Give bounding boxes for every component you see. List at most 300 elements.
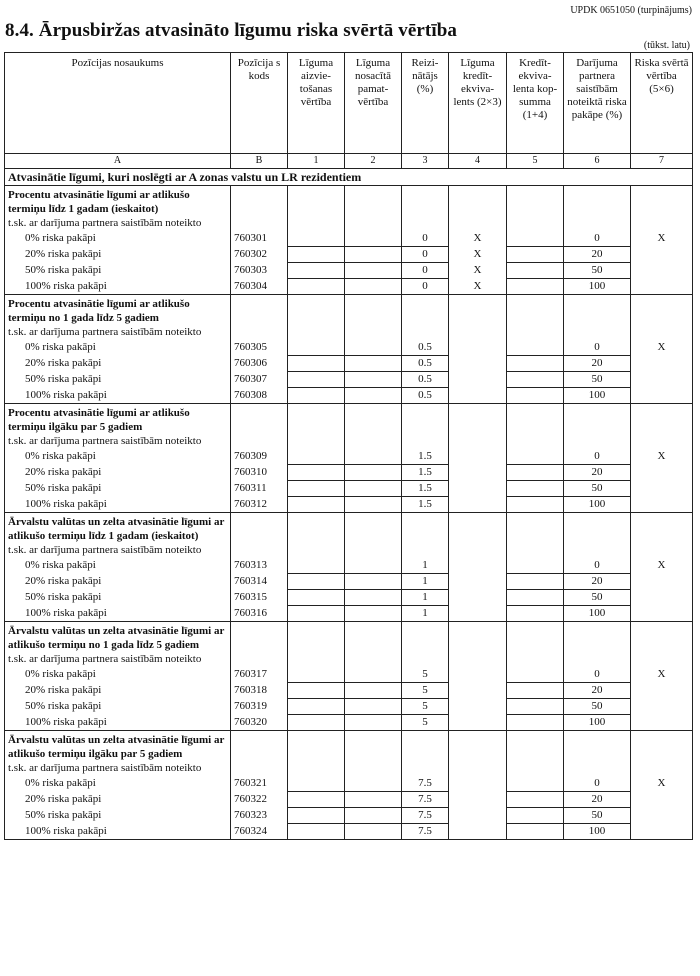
empty-cell xyxy=(449,543,507,558)
table-row xyxy=(5,699,693,715)
empty-cell xyxy=(231,216,288,231)
table-row xyxy=(5,590,693,606)
cell-risk-weighted-value xyxy=(631,497,693,513)
cell-multiplier: 0.5 xyxy=(402,356,449,372)
group-title-row xyxy=(5,513,693,544)
cell-credit-equivalent xyxy=(449,699,507,715)
empty-cell xyxy=(345,543,402,558)
cell-risk-weight: 50 xyxy=(564,699,631,715)
empty-cell xyxy=(231,325,288,340)
table-row xyxy=(5,263,693,279)
cell-credit-equivalent xyxy=(449,558,507,574)
cell-credit-equivalent xyxy=(449,372,507,388)
row-code: 760324 xyxy=(231,824,288,840)
table-row xyxy=(5,715,693,731)
cell-risk-weight: 50 xyxy=(564,590,631,606)
row-name: 20% riska pakāpi xyxy=(5,465,231,481)
empty-cell xyxy=(631,186,693,217)
group-title-row xyxy=(5,622,693,653)
cell-credit-equivalent: X xyxy=(449,263,507,279)
column-header: Līguma kredīt-ekviva-lents (2×3) xyxy=(449,53,507,154)
cell-multiplier: 0.5 xyxy=(402,340,449,356)
cell-multiplier: 1.5 xyxy=(402,465,449,481)
cell-risk-weighted-value xyxy=(631,481,693,497)
cell-credit-equivalent xyxy=(449,590,507,606)
cell-risk-weighted-value xyxy=(631,590,693,606)
cell-risk-weight: 20 xyxy=(564,465,631,481)
cell-credit-equivalent xyxy=(449,356,507,372)
sub-label: t.sk. ar darījuma partnera saistībām noteikto xyxy=(5,325,231,340)
empty-cell xyxy=(564,731,631,762)
empty-cell xyxy=(288,295,345,326)
cell-1 xyxy=(288,372,345,388)
table-row xyxy=(5,497,693,513)
cell-risk-weighted-value xyxy=(631,279,693,295)
cell-5 xyxy=(507,683,564,699)
cell-multiplier: 5 xyxy=(402,699,449,715)
column-header: Darījuma partnera saistībām noteiktā riska pakāpe (%) xyxy=(564,53,631,154)
row-code: 760319 xyxy=(231,699,288,715)
cell-5 xyxy=(507,247,564,263)
empty-cell xyxy=(631,295,693,326)
cell-1 xyxy=(288,247,345,263)
empty-cell xyxy=(231,622,288,653)
cell-1 xyxy=(288,279,345,295)
cell-2 xyxy=(345,683,402,699)
cell-credit-equivalent xyxy=(449,574,507,590)
cell-2 xyxy=(345,356,402,372)
table-row xyxy=(5,606,693,622)
cell-risk-weight: 20 xyxy=(564,356,631,372)
table-row xyxy=(5,340,693,356)
empty-cell xyxy=(631,513,693,544)
column-header: Kredīt-ekviva-lenta kop-summa (1+4) xyxy=(507,53,564,154)
cell-risk-weighted-value xyxy=(631,792,693,808)
column-header: Līguma aizvie-tošanas vērtība xyxy=(288,53,345,154)
cell-2 xyxy=(345,497,402,513)
empty-cell xyxy=(402,404,449,435)
cell-1 xyxy=(288,465,345,481)
cell-multiplier: 0.5 xyxy=(402,388,449,404)
cell-risk-weighted-value xyxy=(631,699,693,715)
cell-risk-weighted-value xyxy=(631,356,693,372)
empty-cell xyxy=(449,622,507,653)
empty-cell xyxy=(402,761,449,776)
cell-5 xyxy=(507,356,564,372)
empty-cell xyxy=(449,295,507,326)
empty-cell xyxy=(564,216,631,231)
empty-cell xyxy=(288,731,345,762)
cell-risk-weighted-value: X xyxy=(631,340,693,356)
row-code: 760301 xyxy=(231,231,288,247)
empty-cell xyxy=(507,761,564,776)
empty-cell xyxy=(449,513,507,544)
row-code: 760310 xyxy=(231,465,288,481)
empty-cell xyxy=(449,761,507,776)
empty-cell xyxy=(402,543,449,558)
empty-cell xyxy=(288,761,345,776)
empty-cell xyxy=(631,434,693,449)
cell-risk-weighted-value xyxy=(631,465,693,481)
cell-multiplier: 7.5 xyxy=(402,792,449,808)
column-number: 1 xyxy=(288,154,345,169)
empty-cell xyxy=(402,652,449,667)
cell-2 xyxy=(345,449,402,465)
cell-risk-weight: 100 xyxy=(564,824,631,840)
sub-label: t.sk. ar darījuma partnera saistībām noteikto xyxy=(5,761,231,776)
empty-cell xyxy=(449,434,507,449)
cell-2 xyxy=(345,372,402,388)
cell-credit-equivalent: X xyxy=(449,231,507,247)
empty-cell xyxy=(631,543,693,558)
cell-5 xyxy=(507,606,564,622)
cell-risk-weight: 20 xyxy=(564,574,631,590)
cell-multiplier: 5 xyxy=(402,715,449,731)
empty-cell xyxy=(345,216,402,231)
cell-5 xyxy=(507,279,564,295)
cell-1 xyxy=(288,388,345,404)
group-title-row xyxy=(5,404,693,435)
cell-credit-equivalent xyxy=(449,683,507,699)
cell-1 xyxy=(288,699,345,715)
cell-credit-equivalent xyxy=(449,606,507,622)
empty-cell xyxy=(564,186,631,217)
cell-5 xyxy=(507,715,564,731)
empty-cell xyxy=(345,404,402,435)
row-name: 20% riska pakāpi xyxy=(5,792,231,808)
cell-2 xyxy=(345,388,402,404)
empty-cell xyxy=(631,404,693,435)
empty-cell xyxy=(288,216,345,231)
empty-cell xyxy=(564,404,631,435)
cell-multiplier: 0.5 xyxy=(402,372,449,388)
cell-2 xyxy=(345,231,402,247)
cell-1 xyxy=(288,776,345,792)
cell-risk-weight: 50 xyxy=(564,481,631,497)
sub-label: t.sk. ar darījuma partnera saistībām noteikto xyxy=(5,652,231,667)
empty-cell xyxy=(631,761,693,776)
column-number: 3 xyxy=(402,154,449,169)
empty-cell xyxy=(231,404,288,435)
empty-cell xyxy=(288,325,345,340)
empty-cell xyxy=(231,731,288,762)
empty-cell xyxy=(231,295,288,326)
cell-multiplier: 1.5 xyxy=(402,481,449,497)
empty-cell xyxy=(507,434,564,449)
group-title-row xyxy=(5,186,693,217)
sub-label-row xyxy=(5,434,693,449)
cell-5 xyxy=(507,340,564,356)
table-row xyxy=(5,388,693,404)
cell-multiplier: 7.5 xyxy=(402,824,449,840)
cell-multiplier: 0 xyxy=(402,263,449,279)
row-name: 0% riska pakāpi xyxy=(5,558,231,574)
cell-credit-equivalent xyxy=(449,667,507,683)
group-title: Procentu atvasinātie līgumi ar atlikušo termiņu ilgāku par 5 gadiem xyxy=(5,404,231,435)
empty-cell xyxy=(631,652,693,667)
cell-1 xyxy=(288,449,345,465)
column-number: A xyxy=(5,154,231,169)
cell-risk-weight: 100 xyxy=(564,388,631,404)
row-code: 760323 xyxy=(231,808,288,824)
row-code: 760304 xyxy=(231,279,288,295)
cell-risk-weight: 100 xyxy=(564,279,631,295)
column-header: Pozīcijas nosaukums xyxy=(5,53,231,154)
cell-credit-equivalent xyxy=(449,776,507,792)
cell-credit-equivalent xyxy=(449,792,507,808)
empty-cell xyxy=(507,325,564,340)
sub-label: t.sk. ar darījuma partnera saistībām noteikto xyxy=(5,216,231,231)
column-number: 7 xyxy=(631,154,693,169)
empty-cell xyxy=(345,761,402,776)
cell-risk-weight: 0 xyxy=(564,667,631,683)
cell-5 xyxy=(507,481,564,497)
row-code: 760306 xyxy=(231,356,288,372)
empty-cell xyxy=(449,404,507,435)
empty-cell xyxy=(564,543,631,558)
cell-5 xyxy=(507,590,564,606)
cell-risk-weight: 20 xyxy=(564,683,631,699)
column-number: 4 xyxy=(449,154,507,169)
row-code: 760322 xyxy=(231,792,288,808)
row-name: 0% riska pakāpi xyxy=(5,231,231,247)
empty-cell xyxy=(231,652,288,667)
row-name: 0% riska pakāpi xyxy=(5,449,231,465)
cell-credit-equivalent xyxy=(449,465,507,481)
units-label: (tūkst. latu) xyxy=(643,40,690,51)
cell-2 xyxy=(345,808,402,824)
cell-2 xyxy=(345,247,402,263)
cell-2 xyxy=(345,699,402,715)
row-name: 50% riska pakāpi xyxy=(5,481,231,497)
cell-credit-equivalent xyxy=(449,340,507,356)
row-code: 760309 xyxy=(231,449,288,465)
cell-multiplier: 0 xyxy=(402,247,449,263)
row-name: 20% riska pakāpi xyxy=(5,683,231,699)
row-name: 0% riska pakāpi xyxy=(5,667,231,683)
table-row xyxy=(5,465,693,481)
cell-risk-weight: 100 xyxy=(564,497,631,513)
cell-2 xyxy=(345,590,402,606)
cell-1 xyxy=(288,683,345,699)
cell-multiplier: 0 xyxy=(402,231,449,247)
row-name: 100% riska pakāpi xyxy=(5,715,231,731)
empty-cell xyxy=(507,652,564,667)
empty-cell xyxy=(402,325,449,340)
cell-multiplier: 5 xyxy=(402,683,449,699)
cell-5 xyxy=(507,449,564,465)
cell-risk-weighted-value xyxy=(631,824,693,840)
row-code: 760312 xyxy=(231,497,288,513)
cell-risk-weight: 50 xyxy=(564,372,631,388)
table-row xyxy=(5,449,693,465)
empty-cell xyxy=(288,543,345,558)
form-code: UPDK 0651050 (turpinājums) xyxy=(570,5,692,16)
cell-1 xyxy=(288,497,345,513)
empty-cell xyxy=(631,325,693,340)
page-title: 8.4. Ārpusbiržas atvasināto līgumu riska svērtā vērtība xyxy=(5,20,457,41)
cell-risk-weight: 0 xyxy=(564,449,631,465)
cell-risk-weight: 0 xyxy=(564,231,631,247)
empty-cell xyxy=(231,761,288,776)
column-number-row xyxy=(5,154,693,169)
cell-5 xyxy=(507,824,564,840)
cell-5 xyxy=(507,699,564,715)
header-row xyxy=(5,53,693,154)
row-code: 760318 xyxy=(231,683,288,699)
cell-multiplier: 7.5 xyxy=(402,776,449,792)
cell-credit-equivalent xyxy=(449,388,507,404)
row-code: 760308 xyxy=(231,388,288,404)
cell-5 xyxy=(507,776,564,792)
table-row xyxy=(5,356,693,372)
cell-5 xyxy=(507,388,564,404)
cell-risk-weighted-value: X xyxy=(631,558,693,574)
empty-cell xyxy=(345,434,402,449)
cell-5 xyxy=(507,231,564,247)
cell-risk-weighted-value xyxy=(631,263,693,279)
cell-credit-equivalent: X xyxy=(449,247,507,263)
cell-credit-equivalent xyxy=(449,808,507,824)
row-name: 100% riska pakāpi xyxy=(5,824,231,840)
empty-cell xyxy=(631,731,693,762)
cell-risk-weighted-value: X xyxy=(631,231,693,247)
column-number: 6 xyxy=(564,154,631,169)
cell-2 xyxy=(345,667,402,683)
cell-risk-weighted-value: X xyxy=(631,776,693,792)
sub-label-row xyxy=(5,761,693,776)
empty-cell xyxy=(564,434,631,449)
table-row xyxy=(5,667,693,683)
table-row xyxy=(5,574,693,590)
empty-cell xyxy=(402,513,449,544)
empty-cell xyxy=(288,513,345,544)
empty-cell xyxy=(449,731,507,762)
cell-5 xyxy=(507,558,564,574)
empty-cell xyxy=(345,186,402,217)
empty-cell xyxy=(288,186,345,217)
column-header: Reizi-nātājs (%) xyxy=(402,53,449,154)
row-code: 760316 xyxy=(231,606,288,622)
cell-5 xyxy=(507,465,564,481)
cell-risk-weight: 100 xyxy=(564,606,631,622)
empty-cell xyxy=(449,186,507,217)
cell-risk-weight: 0 xyxy=(564,558,631,574)
cell-2 xyxy=(345,792,402,808)
empty-cell xyxy=(402,216,449,231)
empty-cell xyxy=(402,186,449,217)
cell-risk-weighted-value xyxy=(631,606,693,622)
row-name: 50% riska pakāpi xyxy=(5,263,231,279)
cell-5 xyxy=(507,263,564,279)
cell-risk-weighted-value xyxy=(631,372,693,388)
cell-2 xyxy=(345,606,402,622)
row-code: 760303 xyxy=(231,263,288,279)
row-name: 100% riska pakāpi xyxy=(5,606,231,622)
cell-multiplier: 1.5 xyxy=(402,449,449,465)
cell-5 xyxy=(507,667,564,683)
table-row xyxy=(5,279,693,295)
column-number: 5 xyxy=(507,154,564,169)
group-title: Procentu atvasinātie līgumi ar atlikušo termiņu no 1 gada līdz 5 gadiem xyxy=(5,295,231,326)
cell-1 xyxy=(288,558,345,574)
cell-risk-weighted-value xyxy=(631,715,693,731)
cell-multiplier: 7.5 xyxy=(402,808,449,824)
cell-risk-weight: 0 xyxy=(564,340,631,356)
empty-cell xyxy=(288,404,345,435)
row-code: 760315 xyxy=(231,590,288,606)
empty-cell xyxy=(402,731,449,762)
cell-multiplier: 1 xyxy=(402,590,449,606)
empty-cell xyxy=(507,186,564,217)
empty-cell xyxy=(345,652,402,667)
empty-cell xyxy=(507,404,564,435)
column-header: Līguma nosacītā pamat-vērtība xyxy=(345,53,402,154)
row-code: 760307 xyxy=(231,372,288,388)
cell-2 xyxy=(345,465,402,481)
cell-2 xyxy=(345,824,402,840)
empty-cell xyxy=(564,295,631,326)
sub-label-row xyxy=(5,543,693,558)
table-row xyxy=(5,231,693,247)
empty-cell xyxy=(507,295,564,326)
cell-credit-equivalent xyxy=(449,481,507,497)
empty-cell xyxy=(288,622,345,653)
cell-risk-weight: 50 xyxy=(564,808,631,824)
row-name: 20% riska pakāpi xyxy=(5,356,231,372)
cell-1 xyxy=(288,263,345,279)
row-name: 100% riska pakāpi xyxy=(5,497,231,513)
cell-1 xyxy=(288,340,345,356)
table-row xyxy=(5,683,693,699)
cell-credit-equivalent: X xyxy=(449,279,507,295)
row-code: 760314 xyxy=(231,574,288,590)
cell-risk-weighted-value xyxy=(631,808,693,824)
cell-risk-weight: 100 xyxy=(564,715,631,731)
row-code: 760317 xyxy=(231,667,288,683)
cell-credit-equivalent xyxy=(449,824,507,840)
group-title-row xyxy=(5,295,693,326)
table-row xyxy=(5,808,693,824)
cell-2 xyxy=(345,558,402,574)
cell-risk-weighted-value xyxy=(631,574,693,590)
cell-1 xyxy=(288,606,345,622)
empty-cell xyxy=(507,216,564,231)
empty-cell xyxy=(564,513,631,544)
empty-cell xyxy=(631,216,693,231)
cell-multiplier: 0 xyxy=(402,279,449,295)
row-name: 0% riska pakāpi xyxy=(5,776,231,792)
section-title-row xyxy=(5,169,693,186)
table-row xyxy=(5,372,693,388)
empty-cell xyxy=(631,622,693,653)
cell-5 xyxy=(507,792,564,808)
row-name: 50% riska pakāpi xyxy=(5,699,231,715)
row-name: 100% riska pakāpi xyxy=(5,388,231,404)
cell-risk-weighted-value xyxy=(631,388,693,404)
row-code: 760305 xyxy=(231,340,288,356)
table-row xyxy=(5,558,693,574)
cell-risk-weighted-value: X xyxy=(631,449,693,465)
empty-cell xyxy=(231,186,288,217)
empty-cell xyxy=(231,513,288,544)
sub-label-row xyxy=(5,216,693,231)
empty-cell xyxy=(507,731,564,762)
table-row xyxy=(5,824,693,840)
cell-1 xyxy=(288,590,345,606)
cell-2 xyxy=(345,340,402,356)
section-title: Atvasinātie līgumi, kuri noslēgti ar A zonas valstu un LR rezidentiem xyxy=(5,169,693,186)
